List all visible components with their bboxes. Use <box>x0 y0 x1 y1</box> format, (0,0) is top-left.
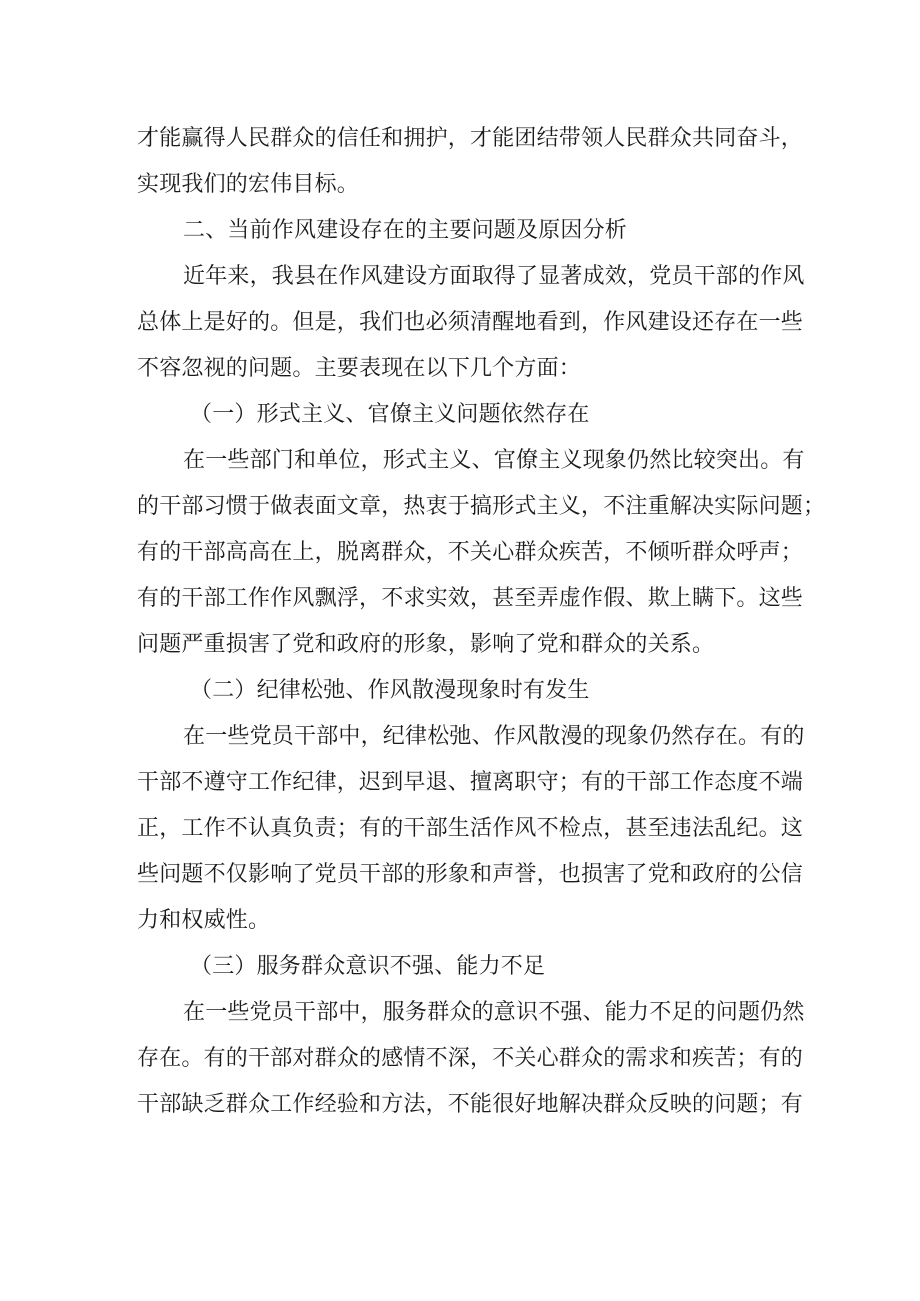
body-text-line: 在一些部门和单位，形式主义、官僚主义现象仍然比较突出。有 <box>183 448 805 473</box>
body-text-line: 在一些党员干部中，纪律松弛、作风散漫的现象仍然存在。有的 <box>183 724 805 749</box>
body-text-line: 不容忽视的问题。主要表现在以下几个方面： <box>137 356 582 381</box>
body-text-line: 存在。有的干部对群众的感情不深，不关心群众的需求和疾苦；有的 <box>137 1046 804 1071</box>
subsection-heading: （三）服务群众意识不强、能力不足 <box>190 954 546 979</box>
section-heading: 二、当前作风建设存在的主要问题及原因分析 <box>183 218 628 243</box>
body-text-line: 近年来，我县在作风建设方面取得了显著成效，党员干部的作风 <box>183 264 805 289</box>
body-text-line: 实现我们的宏伟目标。 <box>137 172 360 197</box>
body-text-line: 的干部习惯于做表面文章，热衷于搞形式主义，不注重解决实际问题； <box>137 494 826 519</box>
subsection-heading: （二）纪律松弛、作风散漫现象时有发生 <box>190 678 590 703</box>
subsection-heading: （一）形式主义、官僚主义问题依然存在 <box>190 402 590 427</box>
body-text-line: 力和权威性。 <box>137 908 271 933</box>
body-text-line: 些问题不仅影响了党员干部的形象和声誉，也损害了党和政府的公信 <box>137 862 804 887</box>
body-text-line: 正，工作不认真负责；有的干部生活作风不检点，甚至违法乱纪。这 <box>137 816 804 841</box>
body-text-line: 干部不遵守工作纪律，迟到早退、擅离职守；有的干部工作态度不端 <box>137 770 804 795</box>
body-text-line: 干部缺乏群众工作经验和方法，不能很好地解决群众反映的问题；有 <box>137 1092 804 1117</box>
body-text-line: 有的干部高高在上，脱离群众，不关心群众疾苦，不倾听群众呼声； <box>137 540 804 565</box>
body-text-line: 问题严重损害了党和政府的形象，影响了党和群众的关系。 <box>137 632 715 657</box>
body-text-line: 有的干部工作作风飘浮，不求实效，甚至弄虚作假、欺上瞒下。这些 <box>137 586 804 611</box>
body-text-line: 总体上是好的。但是，我们也必须清醒地看到，作风建设还存在一些 <box>137 310 804 335</box>
body-text-line: 在一些党员干部中，服务群众的意识不强、能力不足的问题仍然 <box>183 1000 805 1025</box>
body-text-line: 才能赢得人民群众的信任和拥护，才能团结带领人民群众共同奋斗， <box>137 126 804 151</box>
